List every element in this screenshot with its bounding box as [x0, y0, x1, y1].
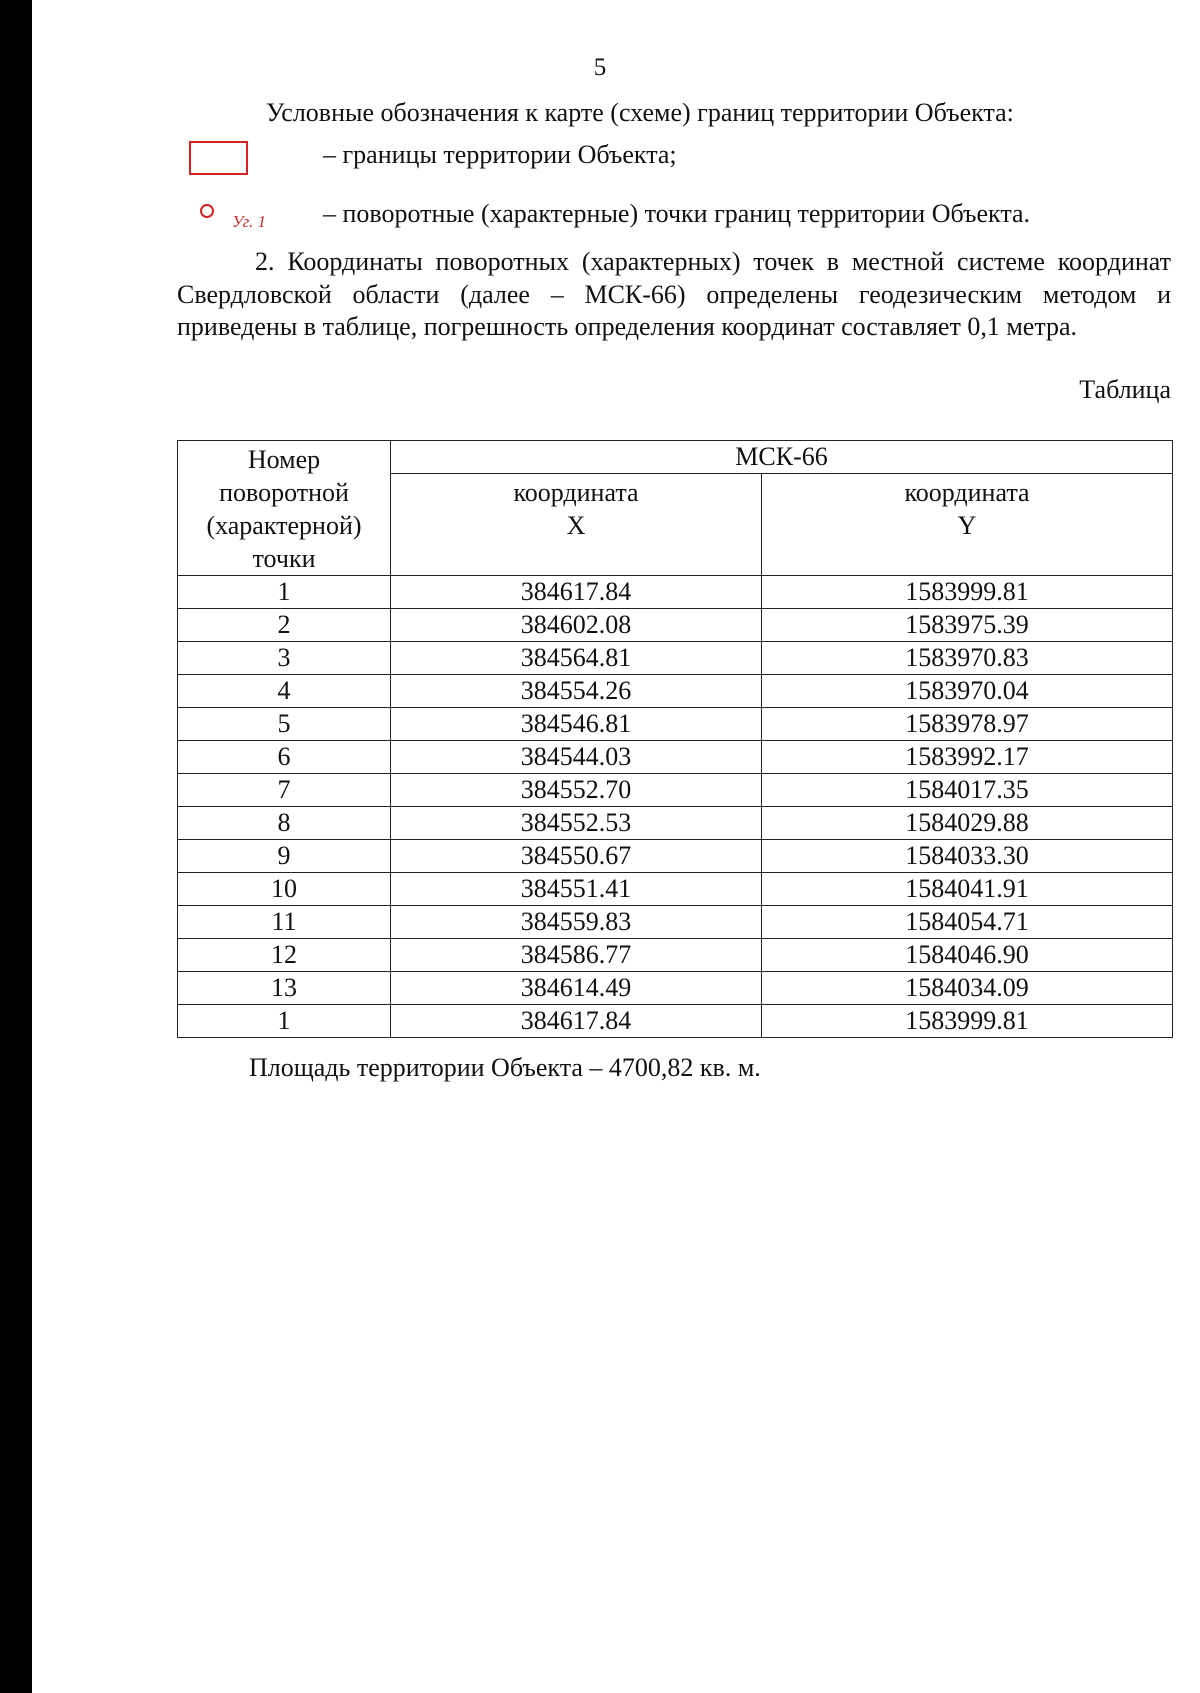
table-row: [178, 840, 1173, 873]
coordinate-x-cell: 384551.41: [391, 873, 762, 906]
coordinate-y-cell: 1583992.17: [762, 741, 1173, 774]
point-number-cell: 1: [178, 1005, 391, 1038]
header-number-line: поворотной: [219, 478, 349, 507]
legend-title: Условные обозначения к карте (схеме) границ территории Объекта:: [266, 98, 1014, 127]
table-row: [178, 708, 1173, 741]
header-coordinate-x: [391, 474, 762, 576]
coordinates-table: [177, 440, 1173, 1038]
coordinate-x-cell: 384544.03: [391, 741, 762, 774]
turning-point-icon: [200, 204, 214, 218]
point-number-cell: 3: [178, 642, 391, 675]
scan-edge: [0, 0, 32, 1693]
header-number-line: (характерной): [206, 511, 362, 540]
coordinate-x-cell: 384617.84: [391, 576, 762, 609]
header-point-number: [178, 441, 391, 576]
table-row: [178, 609, 1173, 642]
legend-point-text: – поворотные (характерные) точки границ территории Объекта.: [323, 199, 1031, 228]
table-row: [178, 807, 1173, 840]
table-row: [178, 1005, 1173, 1038]
coordinate-y-cell: 1584046.90: [762, 939, 1173, 972]
coordinate-x-cell: 384559.83: [391, 906, 762, 939]
header-number-line: точки: [252, 544, 316, 573]
coordinate-y-cell: 1583970.04: [762, 675, 1173, 708]
coordinate-y-cell: 1584033.30: [762, 840, 1173, 873]
table-row: [178, 873, 1173, 906]
point-number-cell: 9: [178, 840, 391, 873]
header-y-line: Y: [957, 511, 977, 540]
point-number-cell: 2: [178, 609, 391, 642]
coordinate-x-cell: 384552.53: [391, 807, 762, 840]
coordinate-x-cell: 384564.81: [391, 642, 762, 675]
coordinate-x-cell: 384552.70: [391, 774, 762, 807]
coordinate-x-cell: 384586.77: [391, 939, 762, 972]
header-x-line: координата: [513, 478, 639, 507]
point-number-cell: 4: [178, 675, 391, 708]
header-coordinate-system: МСК-66: [391, 441, 1173, 474]
point-number-cell: 13: [178, 972, 391, 1005]
point-number-cell: 7: [178, 774, 391, 807]
header-coordinate-y: [762, 474, 1173, 576]
boundary-symbol-icon: [189, 141, 248, 175]
point-number-cell: 8: [178, 807, 391, 840]
header-x-line: X: [566, 511, 586, 540]
point-number-cell: 12: [178, 939, 391, 972]
coordinate-x-cell: 384602.08: [391, 609, 762, 642]
coordinate-y-cell: 1584034.09: [762, 972, 1173, 1005]
table-header-row-1: [178, 441, 1173, 474]
table-row: [178, 576, 1173, 609]
table-row: [178, 906, 1173, 939]
table-row: [178, 972, 1173, 1005]
coordinate-x-cell: 384550.67: [391, 840, 762, 873]
coordinates-paragraph: 2. Координаты поворотных (характерных) точек в местной системе координат Свердловской области (далее – МСК-66) определены геодезическим методом и приведены в таблице, погрешность определения координат составляет 0,1 метра.: [177, 247, 1171, 341]
table-row: [178, 939, 1173, 972]
table-row: [178, 675, 1173, 708]
coordinate-y-cell: 1583999.81: [762, 1005, 1173, 1038]
coordinate-x-cell: 384554.26: [391, 675, 762, 708]
coordinate-y-cell: 1584017.35: [762, 774, 1173, 807]
legend-point-label: Уг. 1: [232, 212, 266, 231]
coordinate-x-cell: 384546.81: [391, 708, 762, 741]
point-number-cell: 11: [178, 906, 391, 939]
coordinate-y-cell: 1583999.81: [762, 576, 1173, 609]
header-y-line: координата: [904, 478, 1030, 507]
coordinate-y-cell: 1583970.83: [762, 642, 1173, 675]
table-caption: Таблица: [1079, 375, 1171, 404]
page-number: 5: [593, 54, 607, 81]
coordinate-x-cell: 384614.49: [391, 972, 762, 1005]
table-row: [178, 774, 1173, 807]
table-row: [178, 741, 1173, 774]
area-text: Площадь территории Объекта – 4700,82 кв. м.: [249, 1053, 761, 1082]
point-number-cell: 5: [178, 708, 391, 741]
coordinate-y-cell: 1584054.71: [762, 906, 1173, 939]
coordinate-y-cell: 1584029.88: [762, 807, 1173, 840]
point-number-cell: 1: [178, 576, 391, 609]
point-number-cell: 6: [178, 741, 391, 774]
header-number-line: Номер: [247, 445, 321, 474]
coordinate-y-cell: 1584041.91: [762, 873, 1173, 906]
table-row: [178, 642, 1173, 675]
point-number-cell: 10: [178, 873, 391, 906]
coordinate-y-cell: 1583978.97: [762, 708, 1173, 741]
legend-boundary-text: – границы территории Объекта;: [323, 140, 677, 169]
coordinate-x-cell: 384617.84: [391, 1005, 762, 1038]
coordinate-y-cell: 1583975.39: [762, 609, 1173, 642]
